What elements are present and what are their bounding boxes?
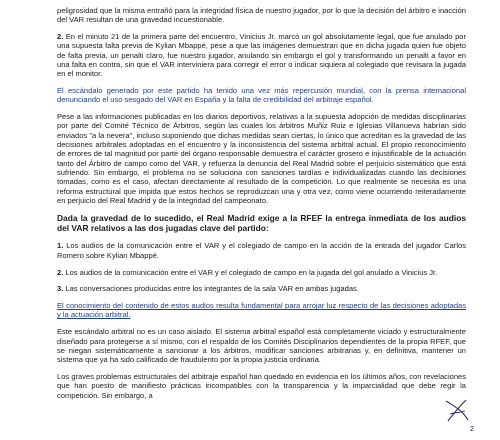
list-item-number: 1. <box>57 241 64 251</box>
paragraph-2-number: 2. <box>57 32 64 42</box>
list-item-number: 3. <box>57 284 64 294</box>
list-item <box>57 241 466 260</box>
list-item-text: Las conversaciones producidas entre los integrantes de la sala VAR en ambas jugadas. <box>63 284 359 294</box>
list-item-text: Los audios de la comunicación entre el VAR y el colegiado de campo en la jugada del gol anulado a Vinicius Jr. <box>63 267 438 277</box>
list-item <box>57 268 466 277</box>
paragraph-4: Pese a las informaciones publicadas en los diarios deportivos, relativas a la supuesta adopción de medidas disciplinarias por parte del Comité Técnico de Árbitros, según las cuales los árbitros Muñiz Ruiz e Iglesias Villanueva habrían sido enviados "a la nevera", incluso suponiendo que dichas medidas sean ciertas, lo único que acreditan es la gravedad de las decisiones arbitrales adoptadas en el encuentro y la inconsistencia del sistema arbitral actual. El propio reconocimiento de errores de tal magnitud por parte del órgano responsable demuestra el carácter grosero e injustificable de la actuación tanto del Árbitro de campo como del VAR, y refuerza la denuncia del Real Madrid sobre el perjuicio sistemático que está sufriendo. Sin embargo, el problema no se soluciona con sanciones tardías e individualizadas cuando las decisiones tomadas, como es el caso, afectan directamente al resultado de la competición. Lo que realmente se necesita es una reforma estructural que impida que estos hechos se reproduzcan una y otra vez, como viene ocurriendo reiteradamente en perjuicio del Real Madrid y de la integridad del campeonato. <box>57 112 466 205</box>
paragraph-2 <box>57 32 466 78</box>
signature-mark <box>442 396 472 424</box>
paragraph-3: El escándalo generado por este partido ha tenido una vez más repercusión mundial, con la prensa internacional denunciando el uso sesgado del VAR en España y la falta de credibilidad del arbitraje español. <box>57 86 466 105</box>
paragraph-7: Los graves problemas estructurales del arbitraje español han quedado en evidencia en los últimos años, con revelaciones que han puesto de manifiesto prácticas incompatibles con la transparencia y la imparcialidad que debe regir la competición. Sin embargo, a <box>57 371 466 400</box>
list-item <box>57 284 466 293</box>
demand-heading: Dada la gravedad de lo sucedido, el Real Madrid exige a la RFEF la entrega inmediata de los audios del VAR relativos a las dos jugadas clave del partido: <box>57 212 466 234</box>
paragraph-1: peligrosidad que la misma entrañó para la integridad física de nuestro jugador, por lo que la decisión del árbitro e inacción del VAR resultan de una gravedad incuestionable. <box>57 6 466 25</box>
paragraph-2-text: En el minuto 21 de la primera parte del encuentro, Vinicius Jr. marcó un gol absolutamente legal, que fue anulado por una supuesta falta previa de Kylian Mbappé, pese a que las imágenes demuestran que en dicha jugada quien fue objeto de falta previa, un penalti claro, fue nuestro jugador, anulando sin embargo el gol y transformando un penalti a favor en una falta en contra, sin que el VAR interviniera para corregir el error o indicar siquiera al colegiado que revisara la jugada en el monitor. <box>57 32 466 79</box>
paragraph-5: El conocimiento del contenido de estos audios resulta fundamental para arrojar luz respecto de las decisiones adoptadas y la actuación arbitral. <box>57 301 466 320</box>
paragraph-6: Este escándalo arbitral no es un caso aislado. El sistema arbitral español está completamente viciado y estructuralmente diseñado para protegerse a sí mismo, con el respaldo de los Comités Disciplinarios dependientes de la propia RFEF, que se niegan sistemáticamente a sancionar a los árbitros, modificar sanciones arbitrarias y, en definitiva, mantener un sistema que ya ha sido calificado de fraudulento por la propia justicia ordinaria. <box>57 327 466 365</box>
list-item-number: 2. <box>57 267 64 277</box>
page-number: 2 <box>469 423 474 433</box>
list-item-text: Los audios de la comunicación entre el VAR y el colegiado de campo en la acción de la entrada del jugador Carlos Romero sobre Kylian Mbappé. <box>57 241 466 260</box>
